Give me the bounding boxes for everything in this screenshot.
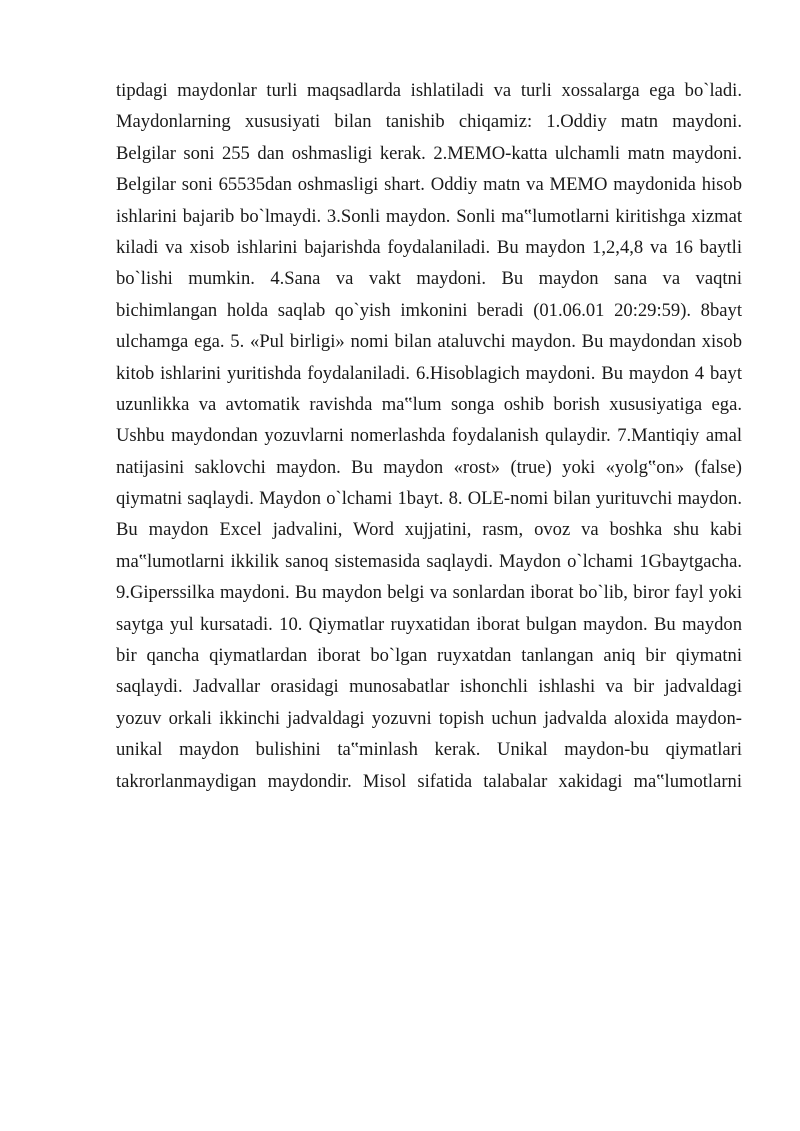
text-line: natijasini saklovchi maydon. Bu maydon «rost» (true) yoki «yolg‟on» (false) [116, 456, 742, 478]
text-line: ulchamga ega. 5. «Pul birligi» nomi bilan ataluvchi maydon. Bu maydondan xisob [116, 331, 742, 353]
text-line: bo`lishi mumkin. 4.Sana va vakt maydoni. Bu maydon sana va vaqtni [116, 268, 742, 290]
text-line: kiladi va xisob ishlarini bajarishda foydalaniladi. Bu maydon 1,2,4,8 va 16 baytli [116, 236, 742, 258]
text-line: Belgilar soni 255 dan oshmasligi kerak. 2.MEMO-katta ulchamli matn maydoni. [116, 142, 742, 164]
text-line: 9.Giperssilka maydoni. Bu maydon belgi va sonlardan iborat bo`lib, biror fayl yoki [116, 582, 742, 604]
text-line: Bu maydon Excel jadvalini, Word xujjatini, rasm, ovoz va boshka shu kabi [116, 519, 742, 541]
text-line: unikal maydon bulishini ta‟minlash kerak. Unikal maydon-bu qiymatlari [116, 739, 742, 761]
text-line: takrorlanmaydigan maydondir. Misol sifatida talabalar xakidagi ma‟lumotlarni [116, 770, 742, 792]
text-line: Belgilar soni 65535dan oshmasligi shart. Oddiy matn va MEMO maydonida hisob [116, 174, 742, 196]
text-line: tipdagi maydonlar turli maqsadlarda ishlatiladi va turli xossalarga ega bo`ladi. [116, 80, 742, 101]
text-line: qiymatni saqlaydi. Maydon o`lchami 1bayt. 8. OLE-nomi bilan yurituvchi maydon. [116, 488, 742, 510]
text-line: uzunlikka va avtomatik ravishda ma‟lum songa oshib borish xususiyatiga ega. [116, 393, 742, 415]
text-line: saytga yul kursatadi. 10. Qiymatlar ruyxatidan iborat bulgan maydon. Bu maydon [116, 613, 742, 635]
text-line: Maydonlarning xususiyati bilan tanishib chiqamiz: 1.Oddiy matn maydoni. [116, 111, 742, 133]
text-line: kitob ishlarini yuritishda foydalaniladi. 6.Hisoblagich maydoni. Bu maydon 4 bayt [116, 362, 742, 384]
text-line: Ushbu maydondan yozuvlarni nomerlashda foydalanish qulaydir. 7.Mantiqiy amal [116, 425, 742, 447]
body-paragraph [116, 75, 742, 797]
text-line: bir qancha qiymatlardan iborat bo`lgan ruyxatdan tanlangan aniq bir qiymatni [116, 645, 742, 667]
text-line: bichimlangan holda saqlab qo`yish imkonini beradi (01.06.01 20:29:59). 8bayt [116, 299, 742, 321]
text-line: saqlaydi. Jadvallar orasidagi munosabatlar ishonchli ishlashi va bir jadvaldagi [116, 676, 742, 698]
text-line: ma‟lumotlarni ikkilik sanoq sistemasida saqlaydi. Maydon o`lchami 1Gbaytgacha. [116, 550, 742, 572]
text-line: ishlarini bajarib bo`lmaydi. 3.Sonli maydon. Sonli ma‟lumotlarni kiritishga xizmat [116, 205, 742, 227]
text-line: yozuv orkali ikkinchi jadvaldagi yozuvni topish uchun jadvalda aloxida maydon- [116, 707, 742, 729]
